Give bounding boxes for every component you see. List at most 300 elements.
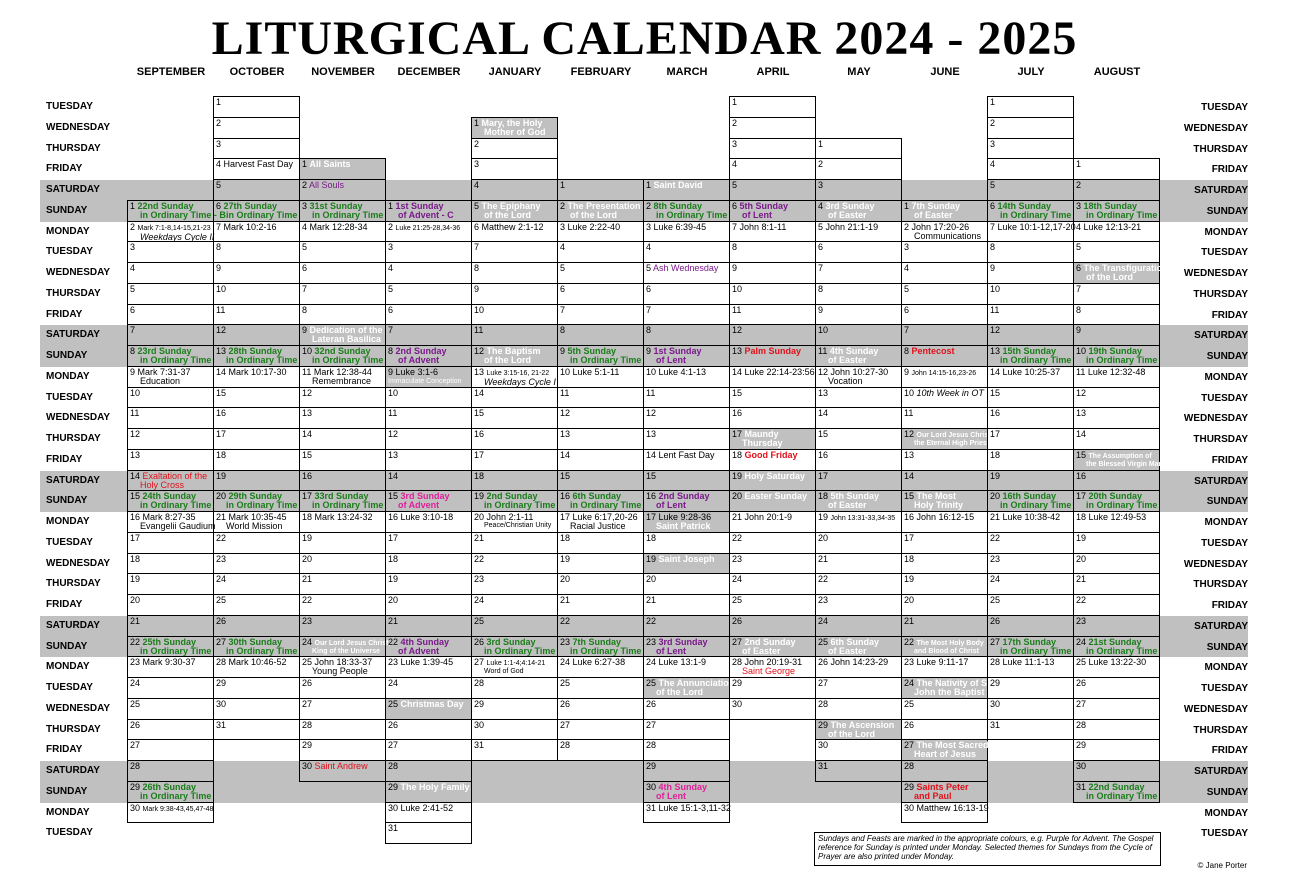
day-cell[interactable] [1073, 739, 1160, 761]
day-cell[interactable] [471, 200, 558, 222]
day-cell[interactable] [815, 719, 902, 740]
day-cell[interactable] [987, 532, 1074, 554]
day-cell[interactable] [987, 407, 1074, 429]
day-cell[interactable] [385, 698, 472, 720]
day-cell[interactable] [127, 719, 214, 740]
day-cell[interactable] [1073, 573, 1160, 595]
day-cell[interactable] [471, 324, 558, 346]
day-cell[interactable] [213, 324, 300, 346]
day-cell[interactable] [643, 511, 730, 533]
day-cell[interactable] [471, 532, 558, 554]
day-cell[interactable] [127, 283, 214, 305]
day-cell[interactable] [213, 366, 300, 388]
day-cell[interactable] [127, 511, 214, 533]
day-cell[interactable] [299, 428, 386, 450]
day-cell[interactable] [815, 490, 902, 512]
day-cell[interactable] [1073, 345, 1160, 367]
day-cell[interactable] [729, 345, 816, 367]
day-cell[interactable] [901, 366, 988, 388]
day-cell[interactable] [127, 366, 214, 388]
day-cell[interactable] [127, 781, 214, 803]
day-cell[interactable] [213, 511, 300, 533]
day-cell[interactable] [987, 698, 1074, 720]
day-cell[interactable] [557, 553, 644, 574]
day-cell[interactable] [127, 490, 214, 512]
day-cell[interactable] [729, 117, 816, 139]
day-cell[interactable] [815, 407, 902, 429]
day-cell[interactable] [643, 656, 730, 678]
day-cell[interactable] [557, 407, 644, 429]
day-cell[interactable] [643, 698, 730, 720]
day-cell[interactable] [299, 283, 386, 305]
day-cell[interactable] [987, 511, 1074, 533]
day-cell[interactable] [299, 760, 386, 782]
day-cell[interactable] [1073, 553, 1160, 574]
day-cell[interactable] [729, 283, 816, 305]
day-cell[interactable] [557, 283, 644, 305]
day-cell[interactable] [987, 283, 1074, 305]
day-cell[interactable] [471, 490, 558, 512]
day-cell[interactable] [299, 594, 386, 616]
day-cell[interactable] [643, 324, 730, 346]
day-cell[interactable] [471, 117, 558, 139]
day-cell[interactable] [213, 470, 300, 491]
day-cell[interactable] [901, 656, 988, 678]
day-cell[interactable] [1073, 449, 1166, 471]
day-cell[interactable] [471, 283, 558, 305]
day-cell[interactable] [385, 615, 472, 637]
day-cell[interactable] [213, 262, 300, 284]
day-cell[interactable] [471, 739, 558, 761]
day-cell[interactable] [127, 656, 214, 678]
day-cell[interactable] [729, 304, 816, 325]
day-cell[interactable] [213, 615, 300, 637]
day-cell[interactable] [299, 636, 391, 657]
day-cell[interactable] [385, 324, 472, 346]
day-cell[interactable] [729, 656, 816, 678]
day-cell[interactable] [901, 553, 988, 574]
day-cell[interactable] [1073, 200, 1160, 222]
day-cell[interactable] [471, 366, 558, 388]
day-cell[interactable] [127, 594, 214, 616]
day-cell[interactable] [901, 532, 988, 554]
day-cell[interactable] [557, 719, 644, 740]
day-cell[interactable] [901, 262, 988, 284]
day-cell[interactable] [987, 324, 1074, 346]
day-cell[interactable] [213, 345, 300, 367]
day-cell[interactable] [471, 138, 558, 159]
day-cell[interactable] [1073, 719, 1160, 740]
day-cell[interactable] [1073, 221, 1160, 242]
day-cell[interactable] [901, 387, 988, 408]
day-cell[interactable] [1073, 428, 1160, 450]
day-cell[interactable] [385, 304, 472, 325]
day-cell[interactable] [815, 200, 902, 222]
day-cell[interactable] [557, 470, 644, 491]
day-cell[interactable] [729, 200, 816, 222]
day-cell[interactable] [901, 407, 988, 429]
day-cell[interactable] [127, 636, 214, 657]
day-cell[interactable] [127, 200, 226, 222]
day-cell[interactable] [299, 407, 386, 429]
day-cell[interactable] [127, 428, 214, 450]
day-cell[interactable] [557, 490, 644, 512]
day-cell[interactable] [643, 532, 730, 554]
day-cell[interactable] [987, 138, 1074, 159]
day-cell[interactable] [987, 200, 1074, 222]
day-cell[interactable] [385, 283, 472, 305]
day-cell[interactable] [385, 677, 472, 699]
day-cell[interactable] [299, 262, 386, 284]
day-cell[interactable] [471, 615, 558, 637]
day-cell[interactable] [815, 677, 902, 699]
day-cell[interactable] [127, 677, 214, 699]
day-cell[interactable] [901, 781, 988, 803]
day-cell[interactable] [385, 532, 472, 554]
day-cell[interactable] [729, 221, 816, 242]
day-cell[interactable] [385, 470, 472, 491]
day-cell[interactable] [815, 345, 902, 367]
day-cell[interactable] [213, 96, 300, 118]
day-cell[interactable] [815, 573, 902, 595]
day-cell[interactable] [471, 345, 558, 367]
day-cell[interactable] [471, 573, 558, 595]
day-cell[interactable] [815, 179, 902, 201]
day-cell[interactable] [557, 573, 644, 595]
day-cell[interactable] [213, 304, 300, 325]
day-cell[interactable] [643, 573, 730, 595]
day-cell[interactable] [815, 324, 902, 346]
day-cell[interactable] [471, 636, 558, 657]
day-cell[interactable] [557, 179, 644, 201]
day-cell[interactable] [557, 304, 644, 325]
day-cell[interactable] [471, 449, 558, 471]
day-cell[interactable] [213, 636, 300, 657]
day-cell[interactable] [987, 615, 1074, 637]
day-cell[interactable] [1073, 636, 1160, 657]
day-cell[interactable] [299, 304, 386, 325]
day-cell[interactable] [557, 345, 644, 367]
day-cell[interactable] [815, 158, 902, 180]
day-cell[interactable] [557, 324, 644, 346]
day-cell[interactable] [213, 532, 300, 554]
day-cell[interactable] [729, 428, 816, 450]
day-cell[interactable] [729, 615, 816, 637]
day-cell[interactable] [127, 615, 214, 637]
day-cell[interactable] [127, 407, 214, 429]
day-cell[interactable] [729, 138, 816, 159]
day-cell[interactable] [299, 553, 386, 574]
day-cell[interactable] [557, 366, 644, 388]
day-cell[interactable] [213, 221, 300, 242]
day-cell[interactable] [471, 241, 558, 263]
day-cell[interactable] [299, 241, 386, 263]
day-cell[interactable] [729, 179, 816, 201]
day-cell[interactable] [987, 96, 1074, 118]
day-cell[interactable] [557, 615, 644, 637]
day-cell[interactable] [471, 428, 558, 450]
day-cell[interactable] [213, 138, 300, 159]
day-cell[interactable] [729, 553, 816, 574]
day-cell[interactable] [815, 615, 902, 637]
day-cell[interactable] [557, 449, 644, 471]
day-cell[interactable] [815, 387, 902, 408]
day-cell[interactable] [901, 573, 988, 595]
day-cell[interactable] [643, 366, 730, 388]
day-cell[interactable] [815, 760, 902, 782]
day-cell[interactable] [643, 304, 730, 325]
day-cell[interactable] [901, 221, 988, 242]
day-cell[interactable] [1073, 262, 1168, 284]
day-cell[interactable] [1073, 387, 1160, 408]
day-cell[interactable] [471, 221, 558, 242]
day-cell[interactable] [299, 573, 386, 595]
day-cell[interactable] [643, 781, 730, 803]
day-cell[interactable] [1073, 594, 1160, 616]
day-cell[interactable] [299, 158, 386, 180]
day-cell[interactable] [815, 470, 902, 491]
day-cell[interactable] [385, 739, 472, 761]
day-cell[interactable] [385, 221, 472, 242]
day-cell[interactable] [729, 387, 816, 408]
day-cell[interactable] [213, 117, 300, 139]
day-cell[interactable] [1073, 698, 1160, 720]
day-cell[interactable] [299, 656, 386, 678]
day-cell[interactable] [385, 573, 472, 595]
day-cell[interactable] [299, 366, 386, 388]
day-cell[interactable] [643, 241, 730, 263]
day-cell[interactable] [385, 262, 472, 284]
day-cell[interactable] [385, 636, 472, 657]
day-cell[interactable] [385, 822, 472, 844]
day-cell[interactable] [127, 324, 214, 346]
day-cell[interactable] [987, 594, 1074, 616]
day-cell[interactable] [643, 345, 730, 367]
day-cell[interactable] [643, 739, 730, 761]
day-cell[interactable] [729, 698, 816, 720]
day-cell[interactable] [299, 221, 386, 242]
day-cell[interactable] [987, 677, 1074, 699]
day-cell[interactable] [987, 304, 1074, 325]
day-cell[interactable] [127, 241, 214, 263]
day-cell[interactable] [1073, 324, 1160, 346]
day-cell[interactable] [815, 636, 902, 657]
day-cell[interactable] [729, 407, 816, 429]
day-cell[interactable] [643, 221, 730, 242]
day-cell[interactable] [213, 449, 300, 471]
day-cell[interactable] [815, 304, 902, 325]
day-cell[interactable] [213, 283, 300, 305]
day-cell[interactable] [729, 677, 816, 699]
day-cell[interactable] [471, 511, 558, 533]
day-cell[interactable] [1073, 470, 1160, 491]
day-cell[interactable] [987, 345, 1074, 367]
day-cell[interactable] [299, 470, 386, 491]
day-cell[interactable] [987, 241, 1074, 263]
day-cell[interactable] [729, 511, 816, 533]
day-cell[interactable] [471, 470, 558, 491]
day-cell[interactable] [385, 802, 472, 823]
day-cell[interactable] [1073, 366, 1160, 388]
day-cell[interactable] [299, 490, 386, 512]
day-cell[interactable] [901, 200, 988, 222]
day-cell[interactable] [729, 262, 816, 284]
day-cell[interactable] [213, 407, 300, 429]
day-cell[interactable] [643, 179, 730, 201]
day-cell[interactable] [1073, 304, 1160, 325]
day-cell[interactable] [557, 656, 644, 678]
day-cell[interactable] [987, 387, 1074, 408]
day-cell[interactable] [385, 553, 472, 574]
day-cell[interactable] [1073, 781, 1160, 803]
day-cell[interactable] [643, 449, 730, 471]
day-cell[interactable] [127, 304, 214, 325]
day-cell[interactable] [471, 719, 558, 740]
day-cell[interactable] [729, 158, 816, 180]
day-cell[interactable] [299, 615, 386, 637]
day-cell[interactable] [901, 719, 988, 740]
day-cell[interactable] [385, 449, 472, 471]
day-cell[interactable] [643, 283, 730, 305]
day-cell[interactable] [557, 698, 644, 720]
day-cell[interactable] [471, 677, 558, 699]
day-cell[interactable] [987, 449, 1074, 471]
day-cell[interactable] [643, 677, 735, 699]
day-cell[interactable] [471, 594, 558, 616]
day-cell[interactable] [815, 138, 902, 159]
day-cell[interactable] [127, 221, 214, 242]
day-cell[interactable] [127, 760, 214, 782]
day-cell[interactable] [1073, 407, 1160, 429]
day-cell[interactable] [213, 179, 300, 201]
day-cell[interactable] [1073, 677, 1160, 699]
day-cell[interactable] [471, 656, 558, 678]
day-cell[interactable] [815, 698, 902, 720]
day-cell[interactable] [643, 760, 730, 782]
day-cell[interactable] [987, 553, 1074, 574]
day-cell[interactable] [299, 200, 386, 222]
day-cell[interactable] [729, 449, 816, 471]
day-cell[interactable] [127, 739, 214, 761]
day-cell[interactable] [815, 262, 902, 284]
day-cell[interactable] [815, 532, 902, 554]
day-cell[interactable] [213, 594, 300, 616]
day-cell[interactable] [385, 594, 472, 616]
day-cell[interactable] [815, 283, 902, 305]
day-cell[interactable] [213, 200, 300, 222]
day-cell[interactable] [557, 262, 644, 284]
day-cell[interactable] [901, 760, 988, 782]
day-cell[interactable] [987, 636, 1074, 657]
day-cell[interactable] [901, 594, 988, 616]
day-cell[interactable] [901, 677, 991, 699]
day-cell[interactable] [127, 345, 214, 367]
day-cell[interactable] [729, 324, 816, 346]
day-cell[interactable] [557, 428, 644, 450]
day-cell[interactable] [815, 739, 902, 761]
day-cell[interactable] [901, 490, 988, 512]
day-cell[interactable] [815, 511, 902, 533]
day-cell[interactable] [1073, 158, 1160, 180]
day-cell[interactable] [385, 366, 472, 388]
day-cell[interactable] [1073, 532, 1160, 554]
day-cell[interactable] [127, 532, 214, 554]
day-cell[interactable] [815, 553, 902, 574]
day-cell[interactable] [987, 719, 1074, 740]
day-cell[interactable] [901, 511, 988, 533]
day-cell[interactable] [299, 719, 386, 740]
day-cell[interactable] [815, 428, 902, 450]
day-cell[interactable] [987, 366, 1074, 388]
day-cell[interactable] [815, 366, 902, 388]
day-cell[interactable] [299, 532, 386, 554]
day-cell[interactable] [987, 470, 1074, 491]
day-cell[interactable] [213, 241, 300, 263]
day-cell[interactable] [729, 532, 816, 554]
day-cell[interactable] [471, 262, 558, 284]
day-cell[interactable] [213, 553, 300, 574]
day-cell[interactable] [643, 407, 730, 429]
day-cell[interactable] [1073, 511, 1160, 533]
day-cell[interactable] [987, 428, 1074, 450]
day-cell[interactable] [385, 407, 472, 429]
day-cell[interactable] [1073, 490, 1160, 512]
day-cell[interactable] [213, 573, 300, 595]
day-cell[interactable] [815, 241, 902, 263]
day-cell[interactable] [471, 179, 558, 201]
day-cell[interactable] [729, 573, 816, 595]
day-cell[interactable] [213, 428, 300, 450]
day-cell[interactable] [299, 739, 386, 761]
day-cell[interactable] [729, 470, 816, 491]
day-cell[interactable] [643, 428, 730, 450]
day-cell[interactable] [385, 511, 472, 533]
day-cell[interactable] [987, 656, 1074, 678]
day-cell[interactable] [299, 387, 386, 408]
day-cell[interactable] [213, 490, 300, 512]
day-cell[interactable] [557, 739, 644, 761]
day-cell[interactable] [213, 656, 300, 678]
day-cell[interactable] [1073, 179, 1160, 201]
day-cell[interactable] [1073, 241, 1160, 263]
day-cell[interactable] [127, 698, 214, 720]
day-cell[interactable] [643, 490, 730, 512]
day-cell[interactable] [987, 117, 1074, 139]
day-cell[interactable] [385, 345, 472, 367]
day-cell[interactable] [557, 677, 644, 699]
day-cell[interactable] [901, 739, 988, 761]
day-cell[interactable] [643, 719, 730, 740]
day-cell[interactable] [729, 636, 816, 657]
day-cell[interactable] [643, 262, 730, 284]
day-cell[interactable] [987, 262, 1074, 284]
day-cell[interactable] [729, 96, 816, 118]
day-cell[interactable] [815, 449, 902, 471]
day-cell[interactable] [901, 283, 988, 305]
day-cell[interactable] [385, 719, 472, 740]
day-cell[interactable] [385, 490, 472, 512]
day-cell[interactable] [643, 553, 730, 574]
day-cell[interactable] [987, 179, 1074, 201]
day-cell[interactable] [471, 698, 558, 720]
day-cell[interactable] [1073, 615, 1160, 637]
day-cell[interactable] [471, 387, 558, 408]
day-cell[interactable] [213, 698, 300, 720]
day-cell[interactable] [299, 698, 386, 720]
day-cell[interactable] [127, 449, 214, 471]
day-cell[interactable] [471, 553, 558, 574]
day-cell[interactable] [471, 407, 558, 429]
